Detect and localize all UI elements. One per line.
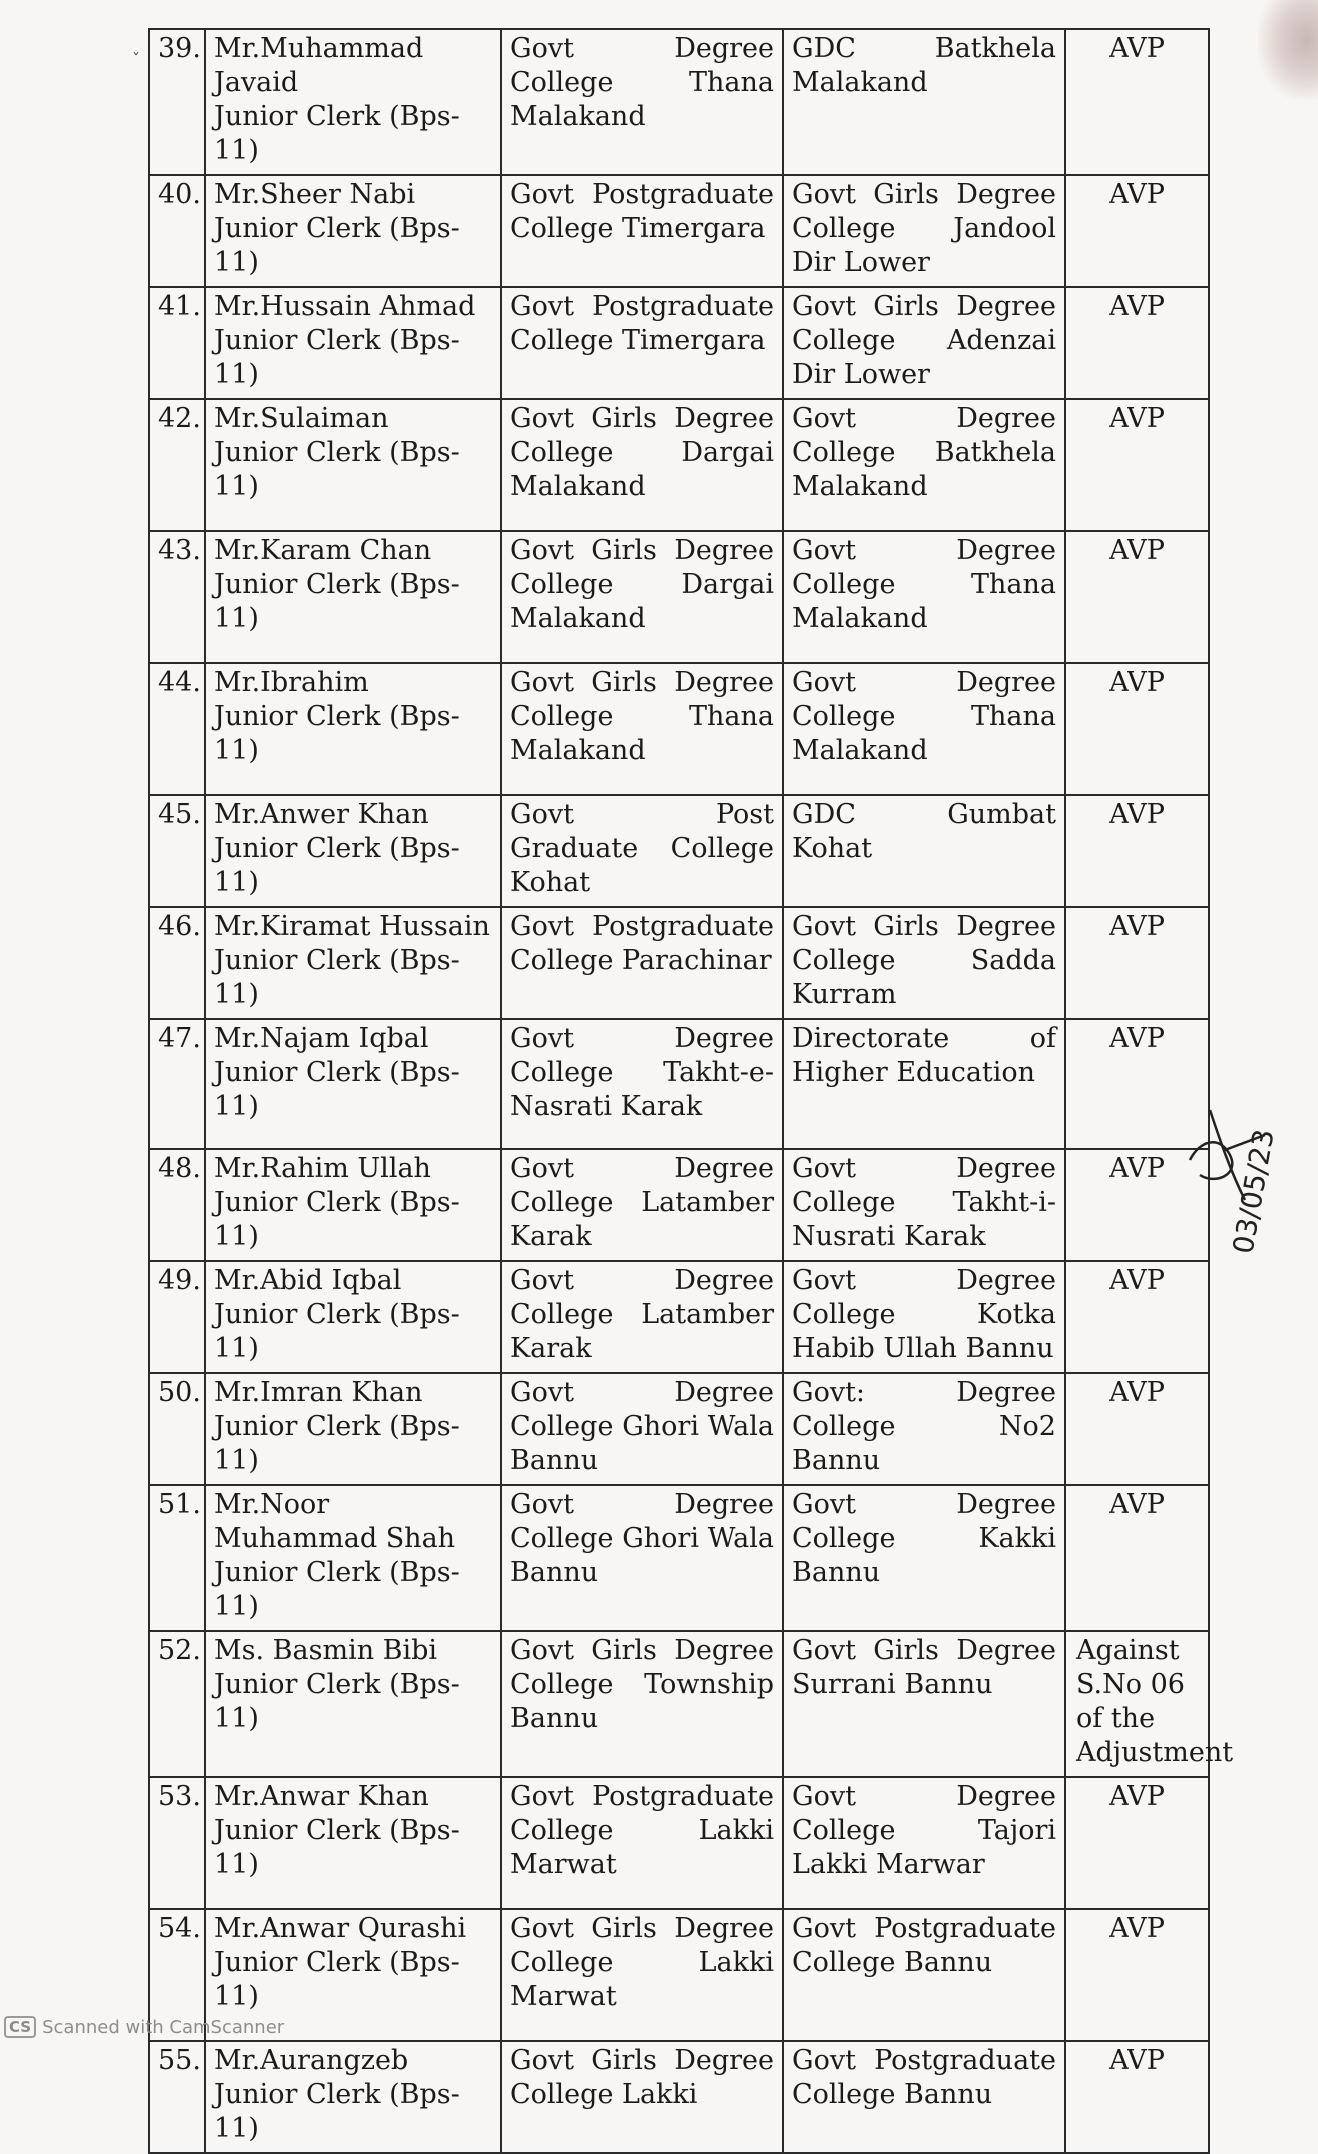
table-row — [149, 531, 1209, 663]
to-institution: Govt Degree College Batkhela Malakand — [783, 399, 1065, 531]
camscanner-watermark — [4, 2016, 284, 2038]
employee-cell — [205, 1485, 501, 1631]
from-institution: Govt Post Graduate College Kohat — [501, 795, 783, 907]
employee-name: Ms. Basmin Bibi — [214, 1635, 438, 1666]
from-institution: Govt Girls Degree College Lakki Marwat — [501, 1909, 783, 2041]
remarks: AVP — [1065, 1909, 1209, 2041]
table-row — [149, 663, 1209, 795]
remarks: AVP — [1065, 663, 1209, 795]
serial-number: 48. — [149, 1149, 205, 1261]
employee-cell — [205, 1019, 501, 1149]
from-institution: Govt Girls Degree College Dargai Malakand — [501, 399, 783, 531]
to-institution: Govt Postgraduate College Bannu — [783, 1909, 1065, 2041]
employee-cell — [205, 399, 501, 531]
serial-number: 40. — [149, 175, 205, 287]
to-institution: Govt Girls Degree College Adenzai Dir Lower — [783, 287, 1065, 399]
employee-designation: Junior Clerk (Bps-11) — [214, 1815, 460, 1880]
employee-name: Mr.Hussain Ahmad — [214, 291, 476, 322]
serial-number: 55. — [149, 2041, 205, 2153]
table-row — [149, 2041, 1209, 2153]
table-row — [149, 1777, 1209, 1909]
remarks: AVP — [1065, 795, 1209, 907]
from-institution: Govt Postgraduate College Parachinar — [501, 907, 783, 1019]
employee-name: Mr.Najam Iqbal — [214, 1023, 429, 1054]
employee-designation: Junior Clerk (Bps-11) — [214, 2079, 460, 2144]
employee-name: Mr.Sheer Nabi — [214, 179, 416, 210]
table-row — [149, 1909, 1209, 2041]
employee-designation: Junior Clerk (Bps-11) — [214, 1557, 460, 1622]
employee-name: Mr.Imran Khan — [214, 1377, 423, 1408]
from-institution: Govt Degree College Takht-e-Nasrati Karak — [501, 1019, 783, 1149]
to-institution: GDC Gumbat Kohat — [783, 795, 1065, 907]
to-institution: Govt Girls Degree College Sadda Kurram — [783, 907, 1065, 1019]
tick-mark: ˇ — [132, 50, 140, 69]
remarks: AVP — [1065, 1777, 1209, 1909]
employee-name: Mr.Sulaiman — [214, 403, 389, 434]
from-institution: Govt Girls Degree College Dargai Malakand — [501, 531, 783, 663]
table-row — [149, 1149, 1209, 1261]
to-institution: Govt Degree College Thana Malakand — [783, 531, 1065, 663]
serial-number: 50. — [149, 1373, 205, 1485]
serial-number: 39. — [149, 29, 205, 175]
employee-cell — [205, 1631, 501, 1777]
table-row — [149, 907, 1209, 1019]
serial-number: 49. — [149, 1261, 205, 1373]
to-institution: Govt: Degree College No2 Bannu — [783, 1373, 1065, 1485]
employee-cell — [205, 1149, 501, 1261]
employee-cell — [205, 795, 501, 907]
remarks: AVP — [1065, 907, 1209, 1019]
signature-stamp — [1170, 1080, 1310, 1280]
employee-name: Mr.Aurangzeb — [214, 2045, 409, 2076]
employee-name: Mr.Kiramat Hussain — [214, 911, 490, 942]
remarks: AVP — [1065, 2041, 1209, 2153]
from-institution: Govt Degree College Thana Malakand — [501, 29, 783, 175]
to-institution: Directorate of Higher Education — [783, 1019, 1065, 1149]
employee-designation: Junior Clerk (Bps-11) — [214, 1187, 460, 1252]
employee-cell — [205, 1261, 501, 1373]
to-institution: Govt Girls Degree College Jandool Dir Lower — [783, 175, 1065, 287]
to-institution: GDC Batkhela Malakand — [783, 29, 1065, 175]
employee-cell — [205, 907, 501, 1019]
from-institution: Govt Girls Degree College Lakki — [501, 2041, 783, 2153]
serial-number: 45. — [149, 795, 205, 907]
remarks: AVP — [1065, 531, 1209, 663]
table-row — [149, 795, 1209, 907]
employee-designation: Junior Clerk (Bps-11) — [214, 1947, 460, 2012]
employee-cell — [205, 175, 501, 287]
table-row — [149, 1485, 1209, 1631]
employee-cell — [205, 1777, 501, 1909]
employee-designation: Junior Clerk (Bps-11) — [214, 325, 460, 390]
camscanner-logo: CS — [4, 2016, 36, 2038]
employee-name: Mr.Anwer Khan — [214, 799, 429, 830]
serial-number: 42. — [149, 399, 205, 531]
employee-cell — [205, 2041, 501, 2153]
employee-name: Mr.Karam Chan — [214, 535, 432, 566]
from-institution: Govt Postgraduate College Timergara — [501, 175, 783, 287]
remarks: AVP — [1065, 287, 1209, 399]
employee-designation: Junior Clerk (Bps-11) — [214, 833, 460, 898]
employee-designation: Junior Clerk (Bps-11) — [214, 437, 460, 502]
transfer-table — [148, 28, 1234, 2154]
from-institution: Govt Postgraduate College Lakki Marwat — [501, 1777, 783, 1909]
employee-designation: Junior Clerk (Bps-11) — [214, 569, 460, 634]
employee-designation: Junior Clerk (Bps-11) — [214, 1669, 460, 1734]
table-row — [149, 1631, 1209, 1777]
employee-cell — [205, 531, 501, 663]
remarks: AVP — [1065, 29, 1209, 175]
corner-smudge — [1258, 0, 1318, 100]
serial-number: 43. — [149, 531, 205, 663]
signature-date: 03/05/23 — [1226, 1126, 1281, 1257]
to-institution: Govt Degree College Kakki Bannu — [783, 1485, 1065, 1631]
remarks: AVP — [1065, 175, 1209, 287]
serial-number: 41. — [149, 287, 205, 399]
employee-cell — [205, 663, 501, 795]
employee-designation: Junior Clerk (Bps-11) — [214, 945, 460, 1010]
from-institution: Govt Girls Degree College Township Bannu — [501, 1631, 783, 1777]
table-row — [149, 1019, 1209, 1149]
table-row — [149, 175, 1209, 287]
to-institution: Govt Degree College Thana Malakand — [783, 663, 1065, 795]
employee-designation: Junior Clerk (Bps-11) — [214, 1299, 460, 1364]
employee-designation: Junior Clerk (Bps-11) — [214, 213, 460, 278]
employee-name: Mr.Rahim Ullah — [214, 1153, 431, 1184]
from-institution: Govt Postgraduate College Timergara — [501, 287, 783, 399]
to-institution: Govt Girls Degree Surrani Bannu — [783, 1631, 1065, 1777]
remarks: Against S.No 06 of the Adjustment — [1065, 1631, 1209, 1777]
employee-name: Mr.Abid Iqbal — [214, 1265, 402, 1296]
table-row — [149, 29, 1209, 175]
employee-designation: Junior Clerk (Bps-11) — [214, 1411, 460, 1476]
from-institution: Govt Degree College Latamber Karak — [501, 1149, 783, 1261]
to-institution: Govt Degree College Tajori Lakki Marwar — [783, 1777, 1065, 1909]
employee-designation: Junior Clerk (Bps-11) — [214, 1057, 460, 1122]
remarks: AVP — [1065, 399, 1209, 531]
serial-number: 46. — [149, 907, 205, 1019]
employee-name: Mr.Anwar Qurashi — [214, 1913, 467, 1944]
serial-number: 44. — [149, 663, 205, 795]
serial-number: 52. — [149, 1631, 205, 1777]
from-institution: Govt Degree College Ghori Wala Bannu — [501, 1485, 783, 1631]
table-row — [149, 399, 1209, 531]
serial-number: 51. — [149, 1485, 205, 1631]
serial-number: 47. — [149, 1019, 205, 1149]
employee-cell — [205, 1373, 501, 1485]
table-row — [149, 1261, 1209, 1373]
serial-number: 53. — [149, 1777, 205, 1909]
camscanner-text: Scanned with CamScanner — [42, 2016, 285, 2038]
table-row — [149, 287, 1209, 399]
remarks: AVP — [1065, 1019, 1209, 1149]
to-institution: Govt Degree College Kotka Habib Ullah Bannu — [783, 1261, 1065, 1373]
employee-designation: Junior Clerk (Bps-11) — [214, 701, 460, 766]
to-institution: Govt Postgraduate College Bannu — [783, 2041, 1065, 2153]
remarks: AVP — [1065, 1485, 1209, 1631]
from-institution: Govt Degree College Latamber Karak — [501, 1261, 783, 1373]
employee-name: Mr.Noor Muhammad Shah — [214, 1489, 456, 1554]
transfer-table-body — [149, 29, 1234, 2153]
employee-designation: Junior Clerk (Bps-11) — [214, 101, 460, 166]
employee-cell — [205, 287, 501, 399]
employee-name: Mr.Muhammad Javaid — [214, 33, 424, 98]
remarks: AVP — [1065, 1149, 1209, 1261]
from-institution: Govt Degree College Ghori Wala Bannu — [501, 1373, 783, 1485]
serial-number: 54. — [149, 1909, 205, 2041]
employee-name: Mr.Ibrahim — [214, 667, 369, 698]
to-institution: Govt Degree College Takht-i-Nusrati Karak — [783, 1149, 1065, 1261]
remarks: AVP — [1065, 1261, 1209, 1373]
from-institution: Govt Girls Degree College Thana Malakand — [501, 663, 783, 795]
table-row — [149, 1373, 1209, 1485]
employee-name: Mr.Anwar Khan — [214, 1781, 429, 1812]
employee-cell — [205, 29, 501, 175]
remarks: AVP — [1065, 1373, 1209, 1485]
